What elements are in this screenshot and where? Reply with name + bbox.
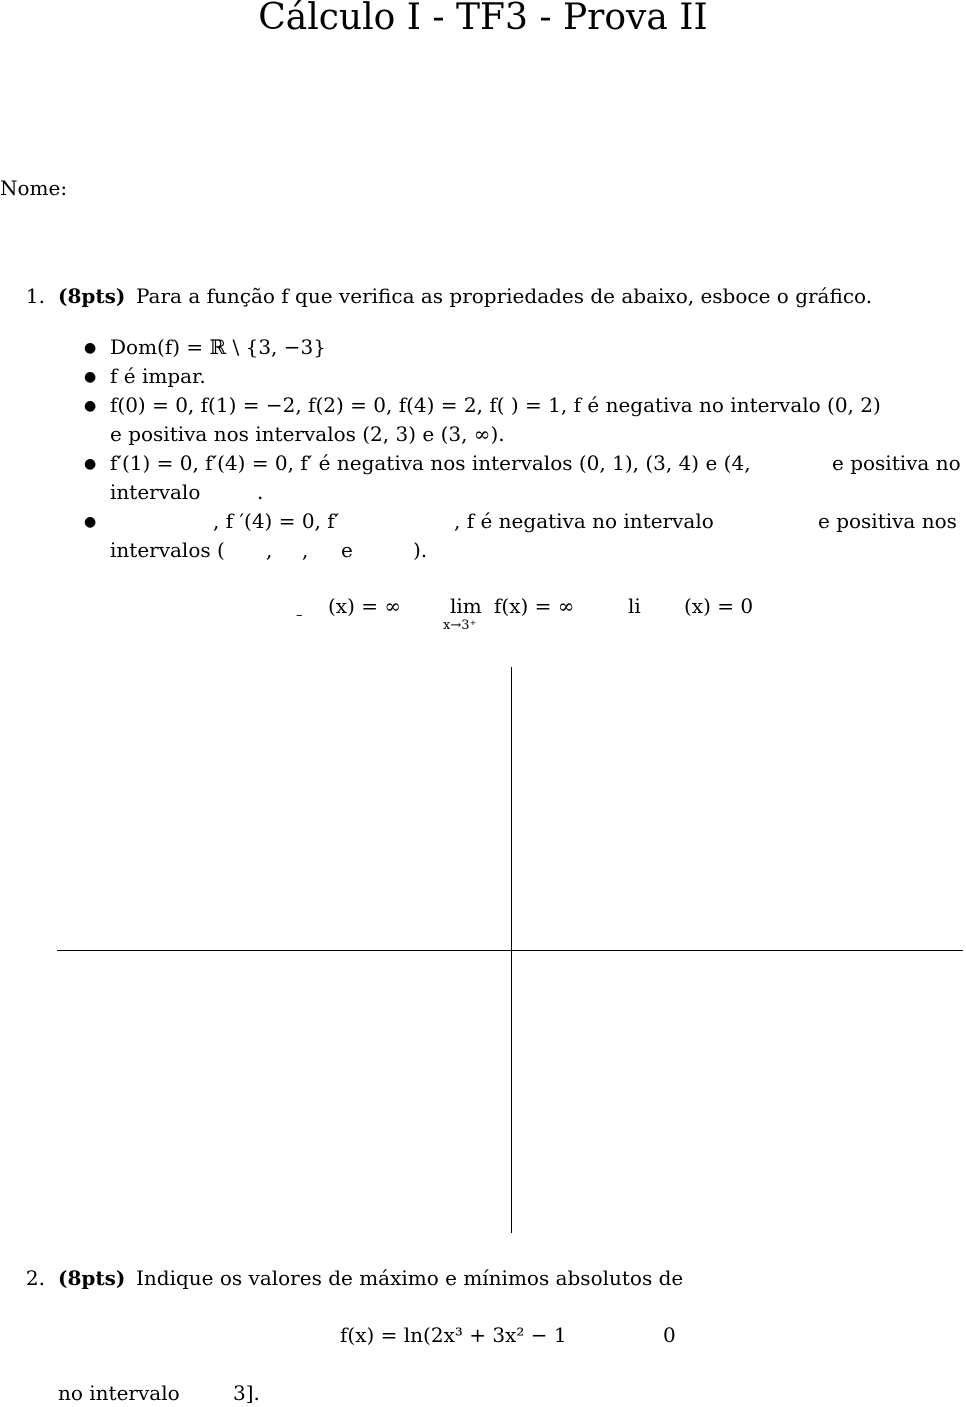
limit-2-sub: x→3⁺ xyxy=(443,618,477,633)
bullet-marker: ● xyxy=(84,340,97,356)
q1-intro: Para a função f que verifica as propriedades de abaixo, esboce o gráfico. xyxy=(136,284,873,308)
bullet-marker: ● xyxy=(84,456,97,472)
q2-intro: Indique os valores de máximo e mínimos absolutos de xyxy=(136,1266,684,1290)
q2-formula: f(x) = ln(2x³ + 3x² − 1 xyxy=(340,1323,567,1347)
q1-bullet-second-end: ). xyxy=(413,538,428,562)
limit-3: (x) = 0 xyxy=(684,594,754,618)
limit-2: f(x) = ∞ xyxy=(494,594,575,618)
x-axis xyxy=(57,950,963,951)
q1-bullet-second-b: , f é negativa no intervalo xyxy=(454,509,714,533)
q2-points: (8pts) xyxy=(58,1266,126,1290)
q1-bullet-deriv-cont: intervalo xyxy=(110,480,201,504)
q1-bullet-deriv: f′(1) = 0, f′(4) = 0, f′ é negativa nos intervalos (0, 1), (3, 4) e (4, xyxy=(110,451,751,475)
bullet-marker: ● xyxy=(84,514,97,530)
q2-interval-tail: 3]. xyxy=(233,1381,260,1405)
q1-bullet-deriv-dot: . xyxy=(257,480,264,504)
q2-interval-label: no intervalo xyxy=(58,1381,180,1405)
q1-bullet-second-c: e positiva nos xyxy=(818,509,957,533)
q1-bullet-values-cont: e positiva nos intervalos (2, 3) e (3, ∞). xyxy=(110,422,505,446)
q1-bullet-second-d: intervalos ( xyxy=(110,538,225,562)
q1-bullet-domain: Dom(f) = ℝ \ {3, −3} xyxy=(110,335,326,359)
q1-bullet-deriv-tail: e positiva no xyxy=(832,451,961,475)
limit-1: (x) = ∞ xyxy=(328,594,402,618)
q2-formula-tail: 0 xyxy=(663,1323,676,1347)
page-title: Cálculo I - TF3 - Prova II xyxy=(258,0,708,38)
q1-bullet-odd: f é impar. xyxy=(110,364,206,388)
q1-bullet-second-comma1: , xyxy=(266,538,273,562)
q1-bullet-second-a: , f ′(4) = 0, f′ xyxy=(213,509,340,533)
q2-number: 2. xyxy=(25,1266,45,1290)
limit-2-lim: lim xyxy=(450,594,482,618)
limit-3-lim: li xyxy=(628,594,641,618)
bullet-marker: ● xyxy=(84,369,97,385)
nome-label: Nome: xyxy=(0,176,68,200)
q1-bullet-second-comma2: , xyxy=(302,538,309,562)
q1-bullet-values: f(0) = 0, f(1) = −2, f(2) = 0, f(4) = 2, f( ) = 1, f é negativa no intervalo (0, 2) xyxy=(110,393,881,417)
q1-points: (8pts) xyxy=(58,284,126,308)
q1-bullet-second-e: e xyxy=(341,538,353,562)
q1-number: 1. xyxy=(25,284,45,308)
bullet-marker: ● xyxy=(84,398,97,414)
limit-1-sub: – xyxy=(296,608,303,623)
